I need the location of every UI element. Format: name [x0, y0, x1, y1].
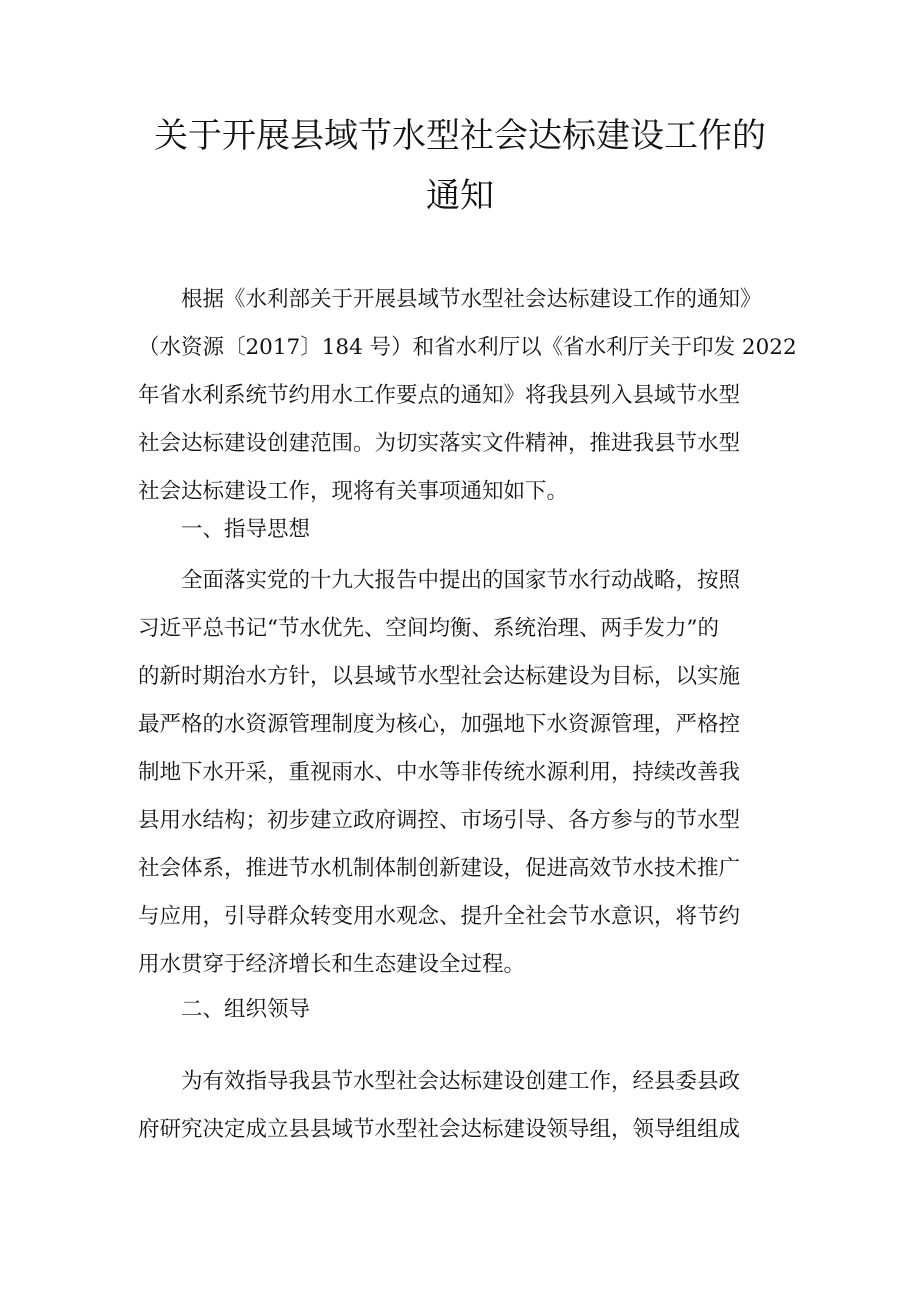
- text-line: 社会体系，推进节水机制体制创新建设，促进高效节水技术推广: [138, 856, 741, 881]
- guiding-thought-paragraph: [138, 557, 790, 989]
- text-line: 为有效指导我县节水型社会达标建设创建工作，经县委县政: [181, 1069, 741, 1094]
- organization-paragraph: [138, 1058, 790, 1154]
- text-line: 社会达标建设创建范围。为切实落实文件精神，推进我县节水型: [138, 431, 741, 456]
- text-line: 最严格的水资源管理制度为核心，加强地下水资源管理，严格控: [138, 712, 741, 737]
- title-line-2: 通知: [426, 176, 494, 216]
- text-line: 根据《水利部关于开展县域节水型社会达标建设工作的通知》: [181, 287, 762, 312]
- text-line: 社会达标建设工作，现将有关事项通知如下。: [138, 479, 569, 504]
- document-title: [110, 106, 810, 226]
- text-line: 年省水利系统节约用水工作要点的通知》将我县列入县域节水型: [138, 383, 741, 408]
- text-line: 全面落实党的十九大报告中提出的国家节水行动战略，按照: [181, 568, 741, 593]
- intro-paragraph: [138, 276, 797, 516]
- text-line: 制地下水开采，重视雨水、中水等非传统水源利用，持续改善我: [138, 760, 741, 785]
- text-line: 县用水结构；初步建立政府调控、市场引导、各方参与的节水型: [138, 808, 741, 833]
- text-line: 习近平总书记“节水优先、空间均衡、系统治理、两手发力”的: [138, 616, 719, 641]
- section-heading-organization: 二、组织领导: [181, 997, 311, 1022]
- text-line: （水资源〔2017〕184 号）和省水利厅以《省水利厅关于印发 2022: [138, 335, 797, 360]
- text-line: 与应用，引导群众转变用水观念、提升全社会节水意识，将节约: [138, 904, 741, 929]
- text-line: 的新时期治水方针，以县域节水型社会达标建设为目标，以实施: [138, 664, 741, 689]
- title-line-1: 关于开展县域节水型社会达标建设工作的: [154, 116, 766, 156]
- text-line: 府研究决定成立县县域节水型社会达标建设领导组，领导组组成: [138, 1117, 741, 1142]
- text-line: 用水贯穿于经济增长和生态建设全过程。: [138, 952, 526, 977]
- section-heading-guiding-thought: 一、指导思想: [181, 517, 311, 542]
